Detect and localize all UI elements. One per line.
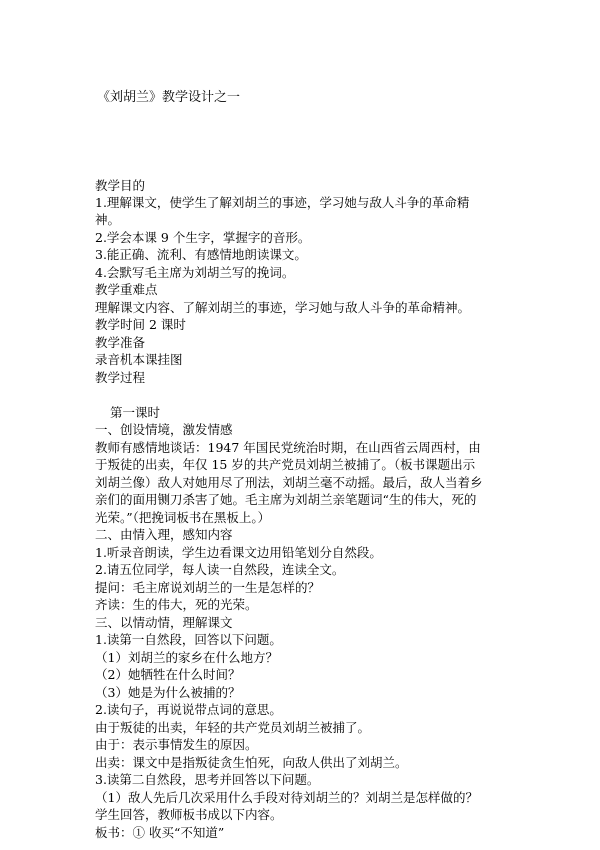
step-line: 1.读第一自然段，回答以下问题。 bbox=[95, 632, 282, 647]
key-points-text: 理解课文内容、了解刘胡兰的事迹，学习她与敌人斗争的革命精神。 bbox=[95, 300, 471, 315]
blackboard-line: 板书：① 收买“不知道” bbox=[95, 825, 225, 840]
part-heading: 三、以情动情，理解课文 bbox=[95, 615, 233, 630]
section-heading-time: 教学时间 2 课时 bbox=[95, 317, 186, 332]
goal-line: 神。 bbox=[95, 212, 121, 227]
question-line: （1）刘胡兰的家乡在什么地方？ bbox=[95, 650, 278, 665]
part-heading: 二、由情入理，感知内容 bbox=[95, 527, 233, 542]
question-line: 提问：毛主席说刘胡兰的一生是怎样的？ bbox=[95, 580, 321, 595]
paragraph-line: 光荣。”（把挽词板书在黑板上。） bbox=[95, 510, 271, 525]
paragraph-line: 教师有感情地谈话：1947 年国民党统治时期，在山西省云周西村，由 bbox=[95, 440, 481, 455]
section-heading-process: 教学过程 bbox=[95, 370, 146, 385]
paragraph-line: 于叛徒的出卖，年仅 15 岁的共产党员刘胡兰被捕了。（板书课题出示 bbox=[95, 457, 476, 472]
step-line: 3.读第二自然段，思考并回答以下问题。 bbox=[95, 772, 320, 787]
goal-line: 4.会默写毛主席为刘胡兰写的挽词。 bbox=[95, 265, 295, 280]
paragraph-line: 刘胡兰像）敌人对她用尽了刑法，刘胡兰毫不动摇。最后，敌人当着乡 bbox=[95, 475, 483, 490]
goal-line: 2.学会本课 9 个生字，掌握字的音形。 bbox=[95, 230, 311, 245]
question-line: （1）敌人先后几次采用什么手段对待刘胡兰的？刘胡兰是怎样做的？ bbox=[95, 790, 478, 805]
part-heading: 一、创设情境，激发情感 bbox=[95, 422, 233, 437]
document-title: 《刘胡兰》教学设计之一 bbox=[97, 90, 241, 105]
lesson-heading: 第一课时 bbox=[110, 405, 161, 420]
step-line: 2.读句子，再说说带点词的意思。 bbox=[95, 702, 282, 717]
section-heading-goals: 教学目的 bbox=[95, 178, 146, 193]
question-line: （3）她是为什么被捕的？ bbox=[95, 685, 241, 700]
word-explanation: 由于：表示事情发生的原因。 bbox=[95, 737, 258, 752]
word-explanation: 出卖：课文中是指叛徒贪生怕死，向敌人供出了刘胡兰。 bbox=[95, 755, 408, 770]
section-heading-preparation: 教学准备 bbox=[95, 335, 146, 350]
section-heading-key-points: 教学重难点 bbox=[95, 282, 158, 297]
paragraph-line: 亲们的面用铡刀杀害了她。毛主席为刘胡兰亲笔题词“生的伟大，死的 bbox=[95, 492, 477, 507]
example-sentence: 由于叛徒的出卖，年轻的共产党员刘胡兰被捕了。 bbox=[95, 720, 371, 735]
goal-line: 3.能正确、流利、有感情地朗读课文。 bbox=[95, 247, 307, 262]
step-line: 1.听录音朗读，学生边看课文边用铅笔划分自然段。 bbox=[95, 545, 382, 560]
goal-line: 1.理解课文，使学生了解刘胡兰的事迹，学习她与敌人斗争的革命精 bbox=[95, 195, 470, 210]
step-line: 2.请五位同学，每人读一自然段，连读全文。 bbox=[95, 562, 345, 577]
paragraph-line: 学生回答，教师板书成以下内容。 bbox=[95, 807, 283, 822]
question-line: （2）她牺牲在什么时间？ bbox=[95, 667, 241, 682]
answer-line: 齐读：生的伟大，死的光荣。 bbox=[95, 597, 258, 612]
preparation-text: 录音机本课挂图 bbox=[95, 352, 183, 367]
